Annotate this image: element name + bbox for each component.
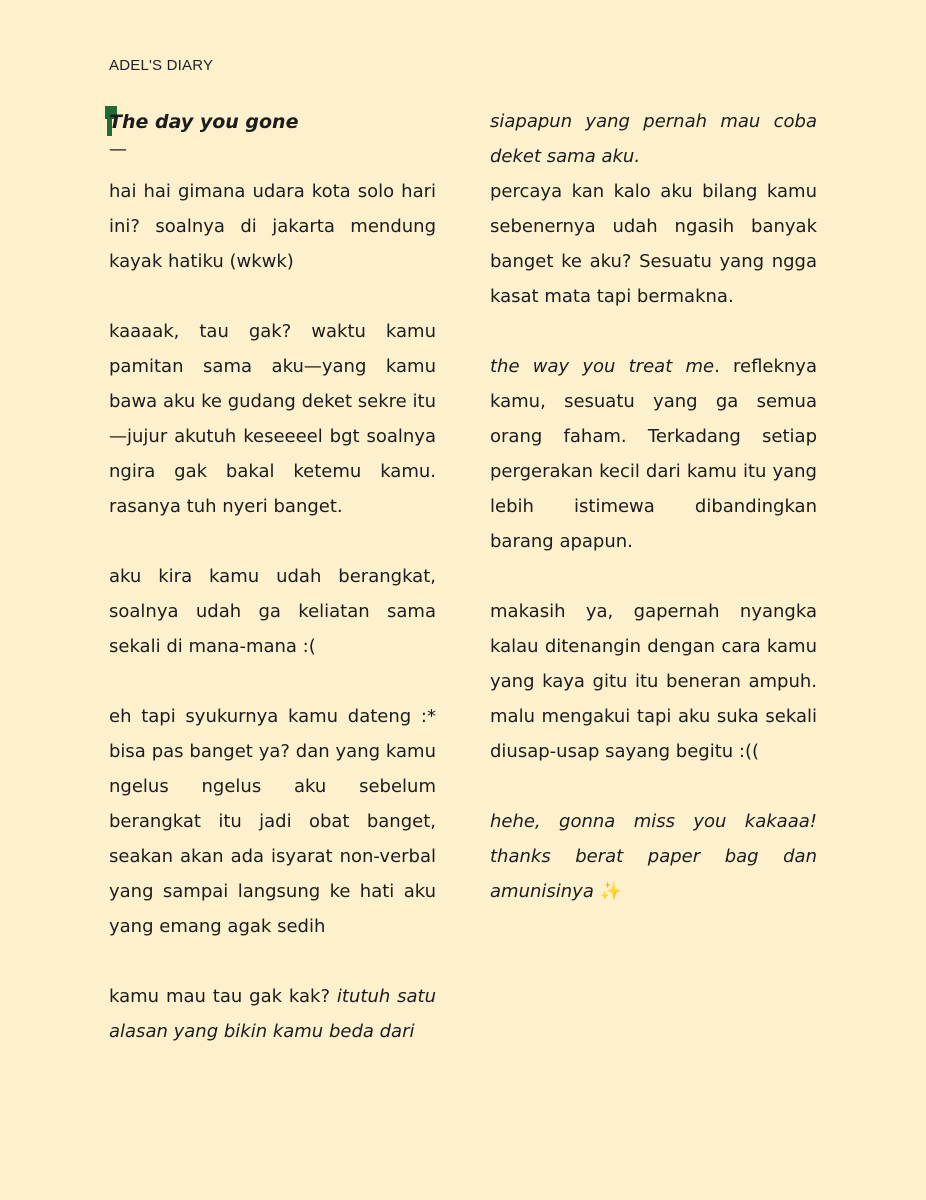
paragraph-8: makasih ya, gapernah nyangka kalau ditenangin dengan cara kamu yang kaya gitu itu beneran ampuh. malu mengakui tapi aku suka sekali diusap-usap sayang begitu :(( — [490, 601, 817, 762]
sparkles-icon: ✨ — [599, 881, 623, 902]
paragraph-9-italic: hehe, gonna miss you kakaaa! thanks berat paper bag dan amunisinya — [490, 811, 817, 902]
left-column — [109, 104, 436, 1049]
paragraph-7 — [490, 349, 817, 559]
paragraph-6: percaya kan kalo aku bilang kamu sebenernya udah ngasih banyak banget ke aku? Sesuatu yang ngga kasat mata tapi bermakna. — [490, 181, 817, 307]
entry-title[interactable]: The day you gone — [109, 111, 299, 133]
paragraph-5-plain: kamu mau tau gak kak? — [109, 986, 337, 1007]
paragraph-5-italic: itutuh satu alasan yang bikin kamu beda dari — [109, 986, 437, 1042]
document-header: ADEL'S DIARY — [109, 57, 214, 74]
paragraph-1: hai hai gimana udara kota solo hari ini? soalnya di jakarta mendung kayak hatiku (wkwk) — [109, 181, 436, 272]
title-dash: — — [109, 139, 127, 160]
right-column — [490, 104, 817, 909]
paragraph-2: kaaaak, tau gak? waktu kamu pamitan sama aku—yang kamu bawa aku ke gudang deket sekre itu—jujur akutuh keseeeel bgt soalnya ngira gak bakal ketemu kamu. rasanya tuh nyeri banget. — [109, 321, 436, 517]
paragraph-9 — [490, 804, 817, 909]
paragraph-7-italic: the way you treat me — [490, 356, 715, 377]
paragraph-5-continued — [490, 104, 817, 174]
paragraph-4: eh tapi syukurnya kamu dateng :* bisa pas banget ya? dan yang kamu ngelus ngelus aku sebelum berangkat itu jadi obat banget, seakan akan ada isyarat non-verbal yang sampai langsung ke hati aku yang emang agak sedih — [109, 706, 436, 937]
paragraph-5-continued-italic: siapapun yang pernah mau coba deket sama aku. — [490, 111, 817, 167]
paragraph-7-rest: . refleknya kamu, sesuatu yang ga semua orang faham. Terkadang setiap pergerakan kecil dari kamu itu yang lebih istimewa dibandingkan barang apapun. — [490, 356, 817, 552]
entry-title-block — [109, 104, 436, 174]
paragraph-3: aku kira kamu udah berangkat, soalnya udah ga keliatan sama sekali di mana-mana :( — [109, 566, 436, 657]
paragraph-5 — [109, 979, 436, 1049]
